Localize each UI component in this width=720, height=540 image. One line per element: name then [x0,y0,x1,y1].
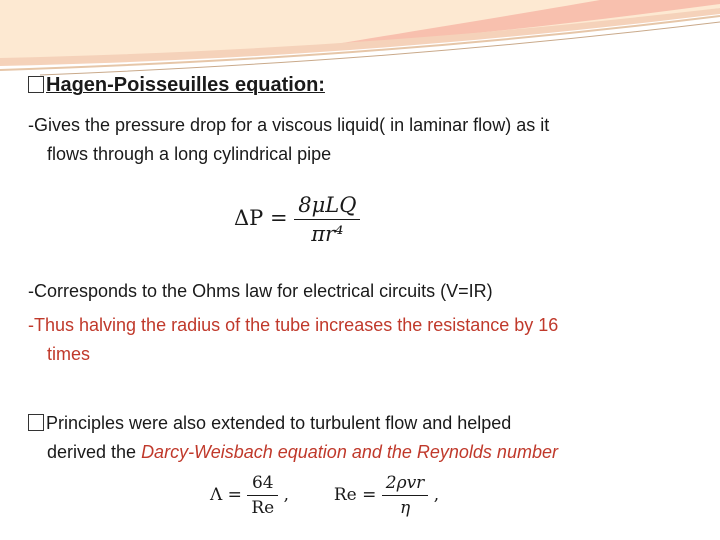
square-bullet-icon [28,414,44,431]
square-bullet-icon [28,76,44,93]
paragraph-line: flows through a long cylindrical pipe [47,144,332,164]
lambda-numerator: 64 [251,473,274,493]
re-fraction [382,473,429,518]
paragraph-pressure-drop [28,111,549,169]
separator-comma: , [433,485,440,505]
re-denominator: η [382,495,429,518]
re-lhs: Re = [333,485,377,505]
paragraph-line: -Thus halving the radius of the tube increases the resistance by 16 [28,315,559,335]
re-numerator: 2ρvr [385,473,425,493]
paragraph-line-prefix: derived the [47,442,142,462]
section-heading [28,74,325,97]
hagen-poiseuille-formula [234,193,360,246]
paragraph-line: Principles were also extended to turbulent flow and helped [46,413,512,433]
lambda-lhs: Λ = [210,485,242,505]
paragraph-ohms-law [28,277,493,306]
friction-reynolds-formulas [210,473,439,518]
formula-denominator: πr⁴ [294,219,360,246]
highlighted-terms: Darcy-Weisbach equation and the Reynolds number [141,442,558,462]
formula-lhs: ΔP = [234,206,288,230]
formula-fraction [294,193,360,246]
heading-text: Hagen-Poisseuilles equation: [46,74,325,96]
lambda-denominator: Re [247,495,278,518]
paragraph-line: -Gives the pressure drop for a viscous liquid( in laminar flow) as it [28,115,550,135]
separator-comma: , [283,485,290,505]
paragraph-line: -Corresponds to the Ohms law for electrical circuits (V=IR) [28,281,493,301]
lambda-fraction [247,473,278,518]
paragraph-line: times [47,344,91,364]
decorative-banner [0,0,720,80]
formula-numerator: 8μLQ [298,193,357,217]
paragraph-halving-radius [28,311,558,369]
paragraph-turbulent-flow [28,409,558,467]
